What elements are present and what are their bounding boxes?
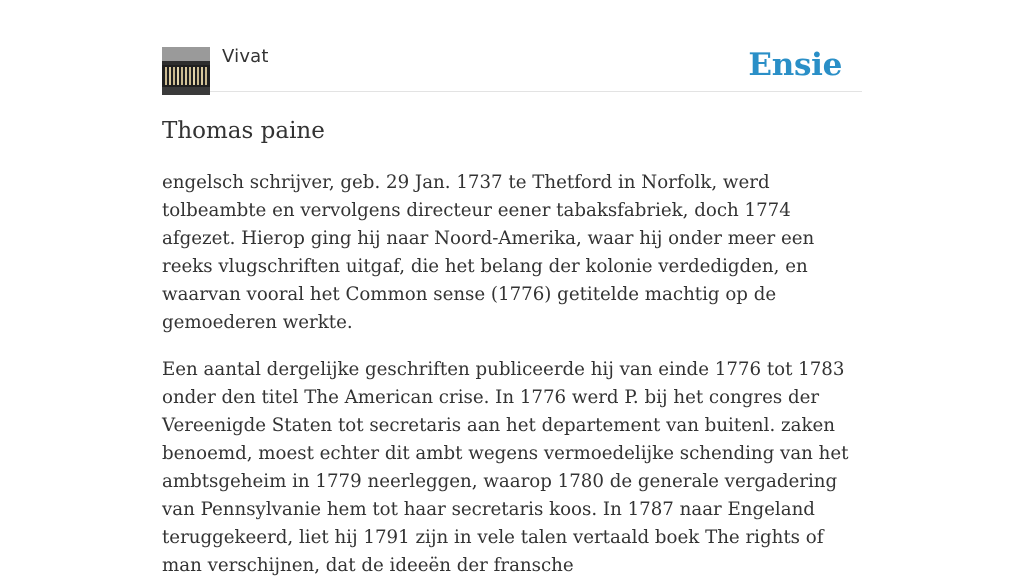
page-container — [162, 0, 862, 580]
avatar[interactable] — [162, 47, 210, 95]
brand-logo[interactable]: Ensie — [748, 47, 842, 83]
book-spines-avatar-icon — [162, 47, 210, 95]
header — [162, 0, 862, 92]
author-name[interactable]: Vivat — [222, 46, 269, 67]
article-paragraph: Een aantal dergelijke geschriften publiceerde hij van einde 1776 tot 1783 onder den titel The American crise. In 1776 werd P. bij het congres der Vereenigde Staten tot secretaris aan het departement van buitenl. zaken benoemd, moest echter dit ambt wegens vermoedelijke schending van het ambtsgeheim in 1779 neerleggen, waarop 1780 de generale vergadering van Pennsylvanie hem tot haar secretaris koos. In 1787 naar Engeland teruggekeerd, liet hij 1791 zijn in vele talen vertaald boek The rights of man verschijnen, dat de ideeën der fransche — [162, 358, 849, 576]
article-title: Thomas paine — [162, 118, 325, 144]
article-paragraph: engelsch schrijver, geb. 29 Jan. 1737 te Thetford in Norfolk, werd tolbeambte en vervolgens directeur eener tabaksfabriek, doch 1774 afgezet. Hierop ging hij naar Noord-Amerika, waar hij onder meer een reeks vlugschriften uitgaf, die het belang der kolonie verdedigden, en waarvan vooral het Common sense (1776) getitelde machtig op de gemoederen werkte. — [162, 171, 815, 333]
